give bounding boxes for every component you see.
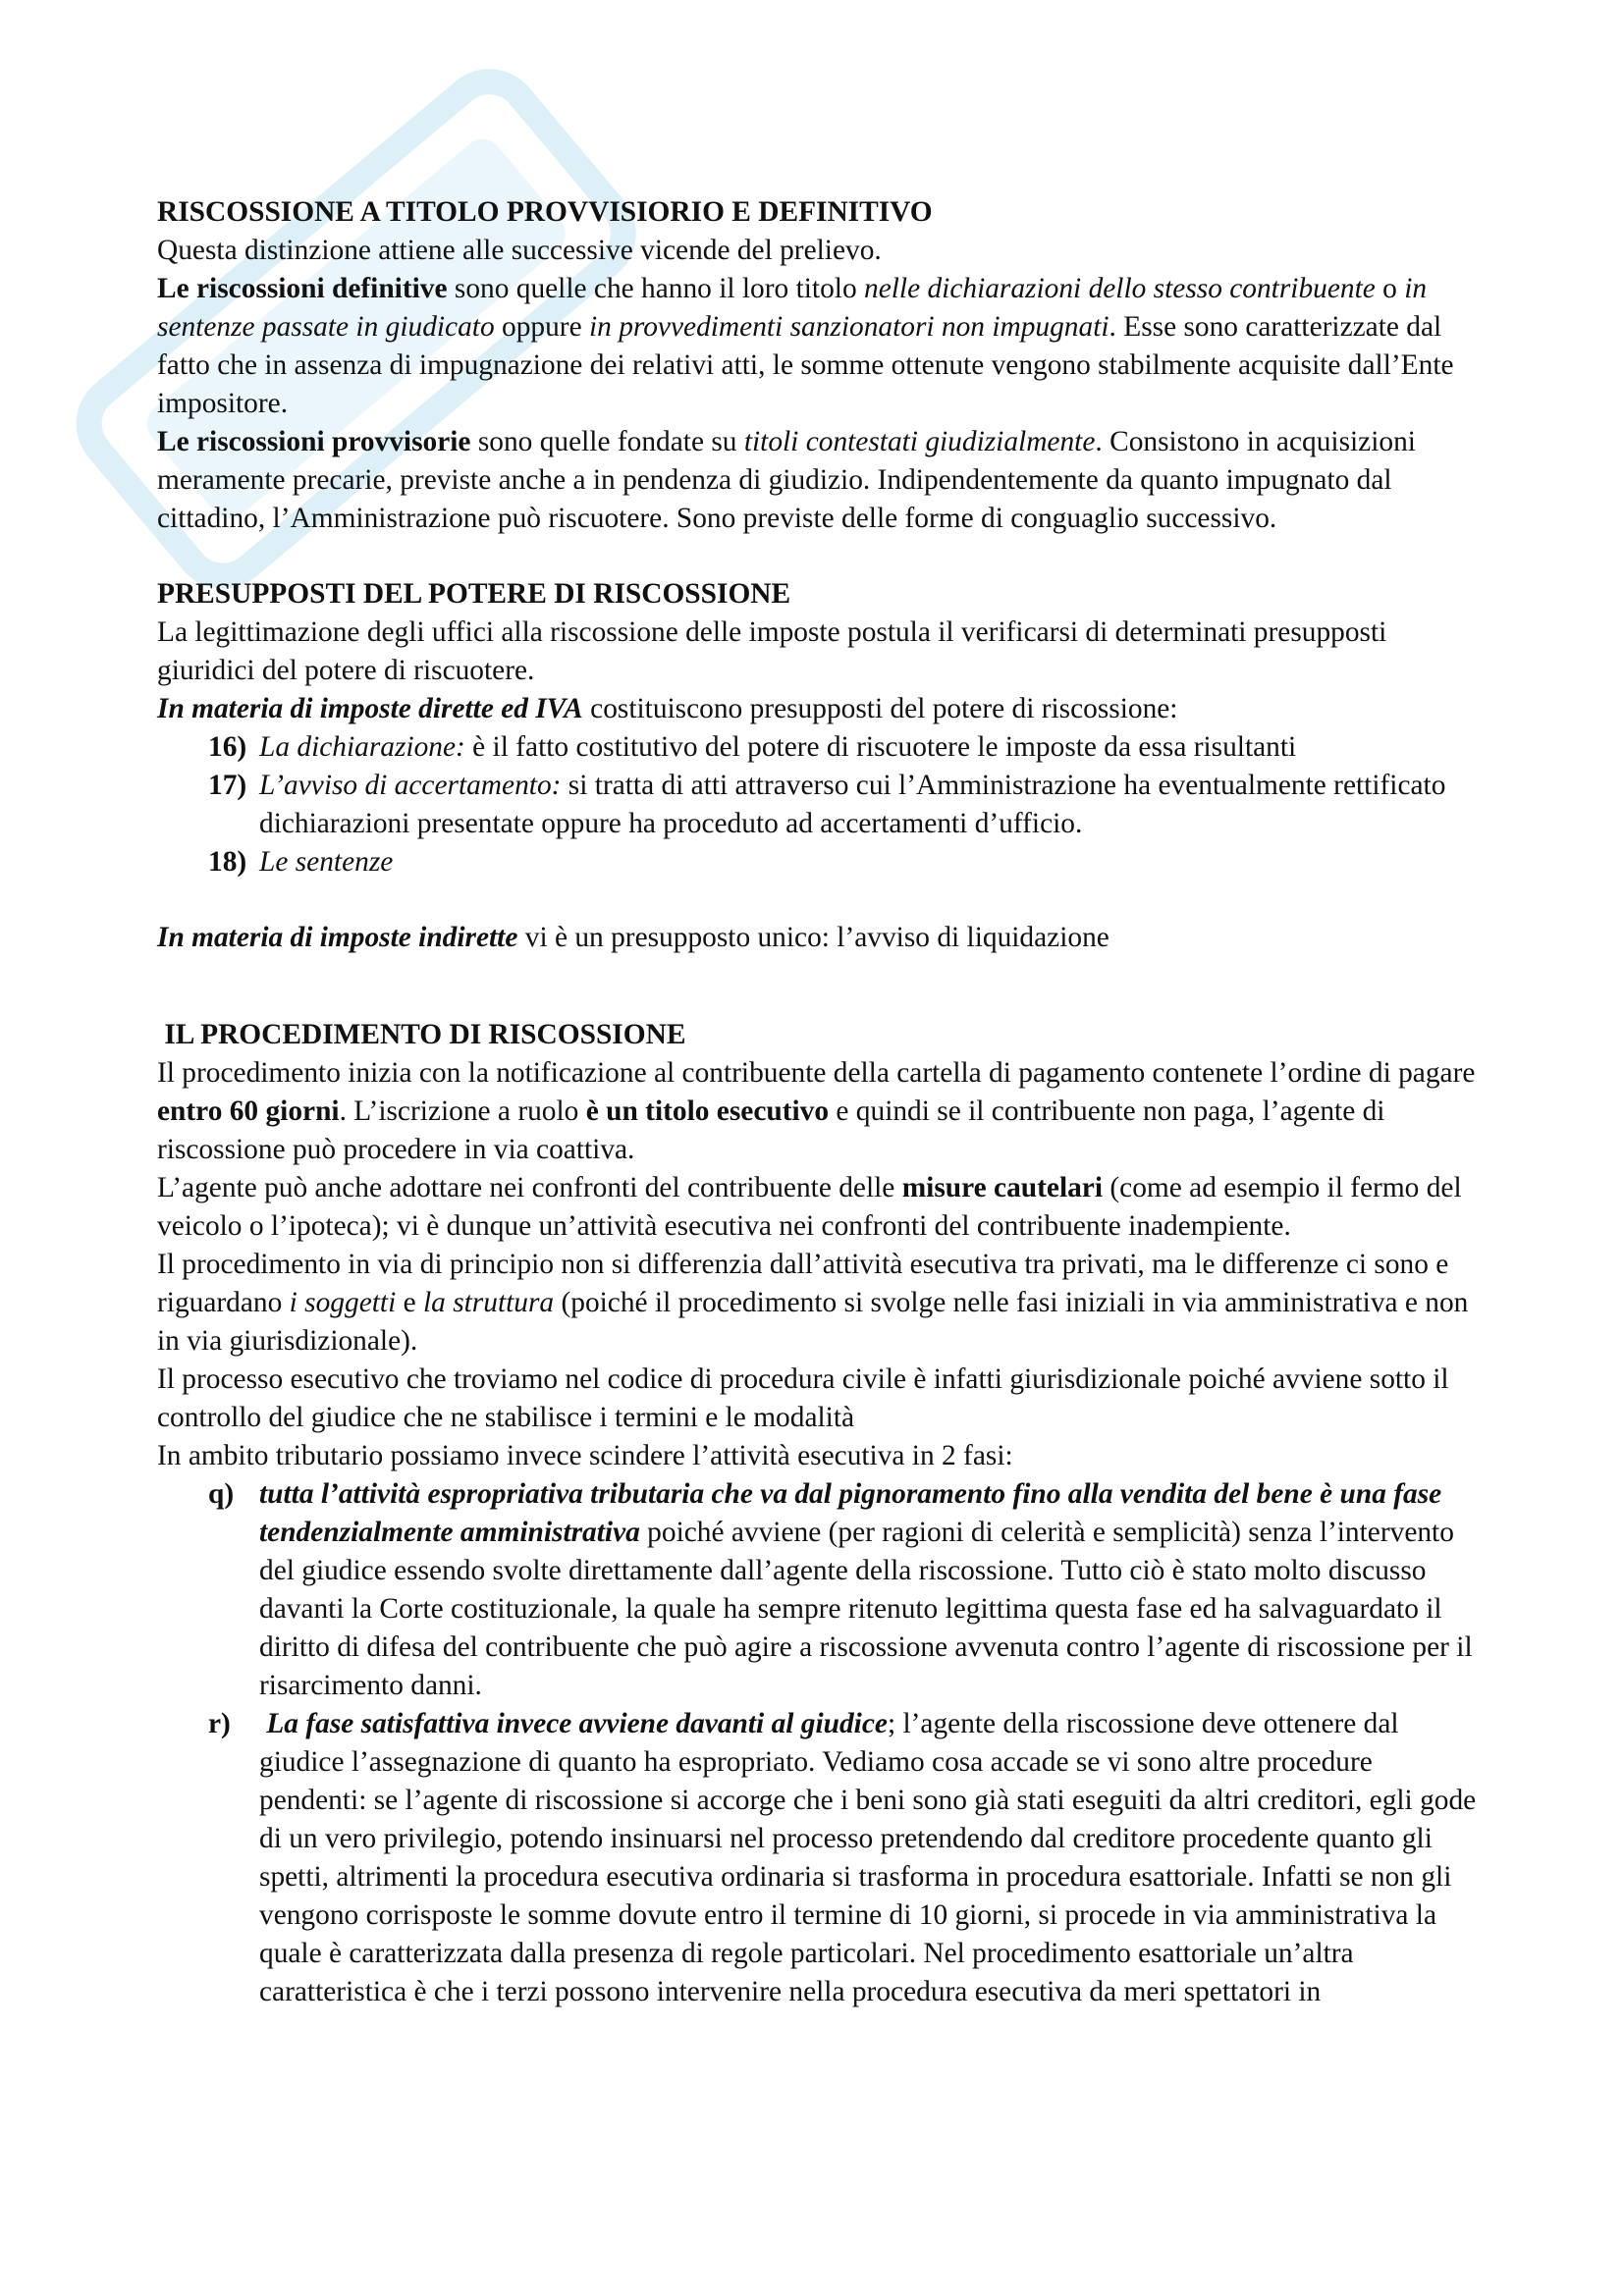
section-title-procedimento: IL PROCEDIMENTO DI RISCOSSIONE [157, 1019, 686, 1050]
list-item: 18) Le sentenze [208, 846, 394, 878]
list-item: q) tutta l’attività espropriativa tributaria che va dal pignoramento fino alla vendita del bene è una fase tendenzialmente amministrativa poiché avviene (per ragioni di celerità e semplicità) senza l’intervento del giudice essendo svolte direttamente dall’agente della riscossione. Tutto ciò è stato molto discusso davanti la Corte costituzionale, la quale ha sempre ritenuto legittima questa fase ed ha salvaguardato il diritto di difesa del contribuente che può agire a riscossione avvenuta contro l’agente di riscossione per il risarcimento danni. [208, 1478, 1473, 1701]
document-page [157, 193, 1483, 2011]
paragraph: L’agente può anche adottare nei confronti del contribuente delle misure cautelari (come ad esempio il fermo del veicolo o l’ipoteca); vi è dunque un’attività esecutiva nei confronti del contribuente inadempiente. [157, 1172, 1462, 1242]
paragraph: In ambito tributario possiamo invece scindere l’attività esecutiva in 2 fasi: [157, 1440, 1013, 1471]
list-item: 17) L’avviso di accertamento: si tratta di atti attraverso cui l’Amministrazione ha eventualmente rettificato dichiarazioni presentate oppure ha proceduto ad accertamenti d’ufficio. [208, 770, 1446, 839]
section-title-riscossione: RISCOSSIONE A TITOLO PROVVISIORIO E DEFINITIVO [157, 196, 933, 228]
paragraph: Il procedimento inizia con la notificazione al contribuente della cartella di pagamento contenete l’ordine di pagare entro 60 giorni. L’iscrizione a ruolo è un titolo esecutivo e quindi se il contribuente non paga, l’agente di riscossione può procedere in via coattiva. [157, 1057, 1476, 1165]
paragraph: In materia di imposte dirette ed IVA costituiscono presupposti del potere di riscossione: [157, 693, 1178, 724]
paragraph: La legittimazione degli uffici alla riscossione delle imposte postula il verificarsi di determinati presupposti giuridici del potere di riscuotere. [157, 616, 1387, 686]
paragraph: Questa distinzione attiene alle successive vicende del prelievo. [157, 235, 882, 266]
list-item: 16) La dichiarazione: è il fatto costitutivo del potere di riscuotere le imposte da essa risultanti [208, 731, 1297, 763]
paragraph: Il processo esecutivo che troviamo nel codice di procedura civile è infatti giurisdizionale poiché avviene sotto il controllo del giudice che ne stabilisce i termini e le modalità [157, 1363, 1449, 1433]
section-title-presupposti: PRESUPPOSTI DEL POTERE DI RISCOSSIONE [157, 578, 791, 610]
paragraph: Le riscossioni provvisorie sono quelle fondate su titoli contestati giudizialmente. Consistono in acquisizioni meramente precarie, previste anche a in pendenza di giudizio. Indipendentemente da quanto impugnato dal cittadino, l’Amministrazione può riscuotere. Sono previste delle forme di conguaglio successivo. [157, 426, 1416, 534]
paragraph: In materia di imposte indirette vi è un presupposto unico: l’avviso di liquidazione [157, 922, 1109, 953]
list-item: r) La fase satisfattiva invece avviene davanti al giudice; l’agente della riscossione deve ottenere dal giudice l’assegnazione di quanto ha espropriato. Vediamo cosa accade se vi sono altre procedure pendenti: se l’agente di riscossione si accorge che i beni sono già stati eseguiti da altri creditori, egli gode di un vero privilegio, potendo insinuarsi nel processo pretendendo dal creditore procedente quanto gli spetti, altrimenti la procedura esecutiva ordinaria si trasforma in procedura esattoriale. Infatti se non gli vengono corrisposte le somme dovute entro il termine di 10 giorni, si procede in via amministrativa la quale è caratterizzata dalla presenza di regole particolari. Nel procedimento esattoriale un’altra caratteristica è che i terzi possono intervenire nella procedura esecutiva da meri spettatori in [208, 1708, 1477, 2007]
paragraph: Il procedimento in via di principio non si differenzia dall’attività esecutiva tra privati, ma le differenze ci sono e riguardano i soggetti e la struttura (poiché il procedimento si svolge nelle fasi iniziali in via amministrativa e non in via giurisdizionale). [157, 1249, 1469, 1357]
paragraph: Le riscossioni definitive sono quelle che hanno il loro titolo nelle dichiarazioni dello stesso contribuente o in sentenze passate in giudicato oppure in provvedimenti sanzionatori non impugnati. Esse sono caratterizzate dal fatto che in assenza di impugnazione dei relativi atti, le somme ottenute vengono stabilmente acquisite dall’Ente impositore. [157, 273, 1454, 419]
